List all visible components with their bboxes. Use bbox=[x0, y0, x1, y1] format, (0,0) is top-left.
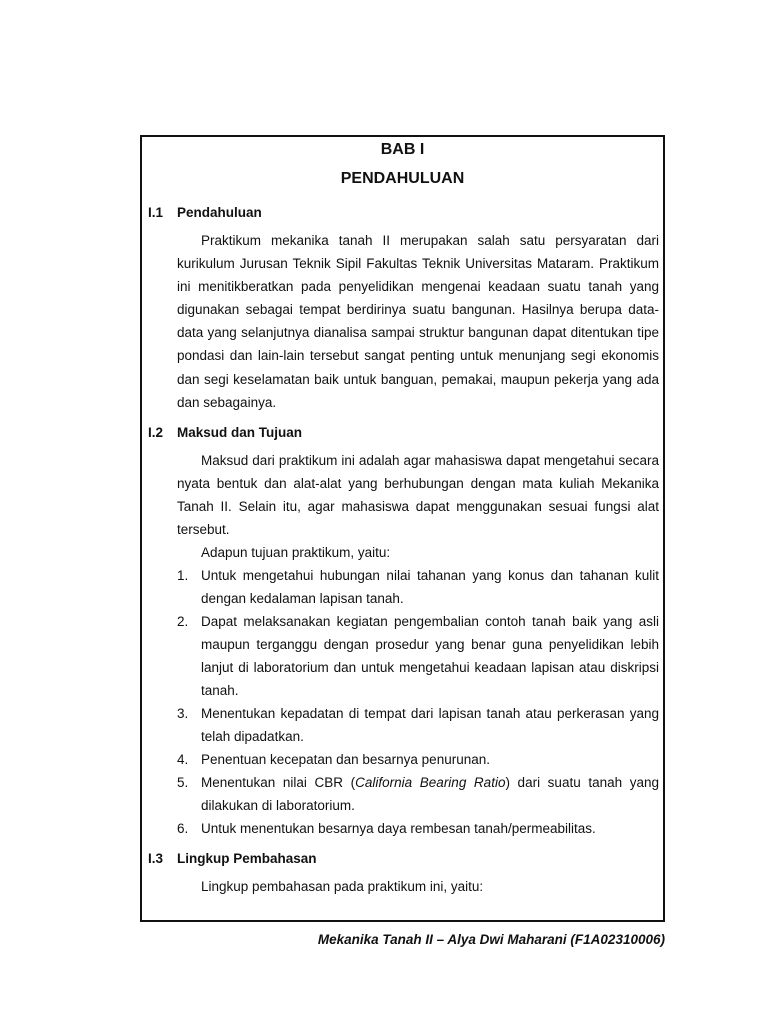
section-number: I.1 bbox=[148, 205, 164, 220]
section-title: Lingkup Pembahasan bbox=[177, 851, 317, 866]
list-text: Dapat melaksanakan kegiatan pengembalian contoh tanah baik yang asli maupun terganggu dengan prosedur yang benar guna penyelidikan lebih lanjut di laboratorium dan untuk mengetahui keadaan lapisan atau diskripsi tanah. bbox=[201, 614, 659, 698]
section-number: I.2 bbox=[148, 425, 164, 440]
section-heading-pendahuluan bbox=[148, 205, 262, 220]
list-number: 6. bbox=[177, 821, 189, 836]
list-text-after: ) dari suatu tanah yang dilakukan di laboratorium. bbox=[201, 775, 659, 813]
section-heading-maksud bbox=[148, 425, 302, 440]
list-item bbox=[177, 748, 659, 771]
list-item bbox=[177, 702, 659, 748]
chapter-label: BAB I bbox=[380, 141, 425, 158]
list-text: Menentukan kepadatan di tempat dari lapisan tanah atau perkerasan yang telah dipadatkan. bbox=[201, 706, 659, 744]
list-item bbox=[177, 610, 659, 702]
list-number: 2. bbox=[177, 614, 189, 629]
list-item bbox=[177, 564, 659, 610]
section-title: Pendahuluan bbox=[177, 205, 262, 220]
list-number: 3. bbox=[177, 706, 189, 721]
list-text: Penentuan kecepatan dan besarnya penurunan. bbox=[201, 752, 490, 767]
page-footer: Mekanika Tanah II – Alya Dwi Maharani (F1A02310006) bbox=[317, 932, 665, 947]
list-item bbox=[177, 817, 659, 840]
maksud-paragraph: Maksud dari praktikum ini adalah agar mahasiswa dapat mengetahui secara nyata bentuk dan alat-alat yang berhubungan dengan mata kuliah Mekanika Tanah II. Selain itu, agar mahasiswa dapat menggunakan sesuai fungsi alat tersebut. bbox=[177, 453, 659, 538]
section-heading-lingkup bbox=[148, 851, 317, 866]
list-text-italic: California Bearing Ratio bbox=[355, 775, 506, 790]
list-item bbox=[177, 771, 659, 817]
lingkup-paragraph: Lingkup pembahasan pada praktikum ini, yaitu: bbox=[201, 879, 484, 894]
chapter-title: PENDAHULUAN bbox=[340, 170, 465, 187]
section-title: Maksud dan Tujuan bbox=[177, 425, 303, 440]
list-text-before: Menentukan nilai CBR ( bbox=[201, 775, 356, 790]
list-number: 5. bbox=[177, 775, 189, 790]
tujuan-list bbox=[177, 564, 659, 840]
tujuan-intro: Adapun tujuan praktikum, yaitu: bbox=[201, 545, 391, 560]
list-text: Untuk mengetahui hubungan nilai tahanan yang konus dan tahanan kulit dengan kedalaman lapisan tanah. bbox=[201, 568, 659, 606]
section-number: I.3 bbox=[148, 851, 164, 866]
list-number: 4. bbox=[177, 752, 189, 767]
list-text: Untuk menentukan besarnya daya rembesan tanah/permeabilitas. bbox=[201, 821, 596, 836]
pendahuluan-paragraph: Praktikum mekanika tanah II merupakan salah satu persyaratan dari kurikulum Jurusan Teknik Sipil Fakultas Teknik Universitas Mataram. Praktikum ini menitikberatkan pada penyelidikan mengenai keadaan suatu tanah yang digunakan sebagai tempat berdirinya suatu bangunan. Hasilnya berupa data-data yang selanjutnya dianalisa sampai struktur bangunan dapat ditentukan tipe pondasi dan lain-lain tersebut sangat penting untuk menunjang segi ekonomis dan segi keselamatan baik untuk banguan, pemakai, maupun pekerja yang ada dan sebagainya. bbox=[177, 233, 659, 410]
list-number: 1. bbox=[177, 568, 189, 583]
document-frame bbox=[140, 135, 665, 922]
